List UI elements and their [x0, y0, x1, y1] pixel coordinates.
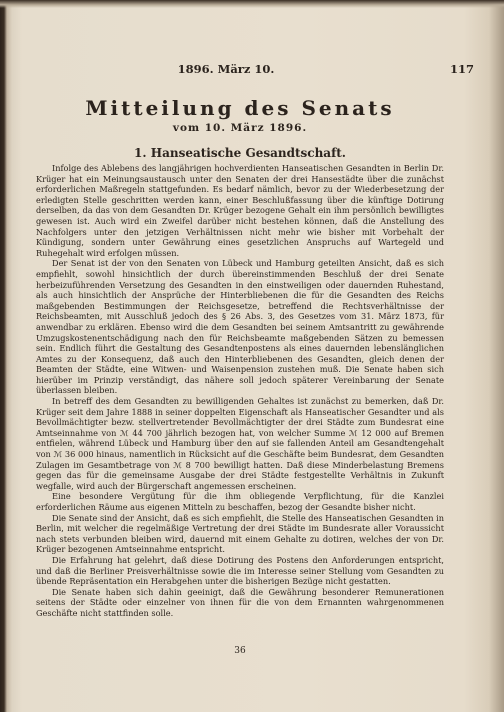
document-subtitle: vom 10. März 1896.: [172, 122, 308, 134]
page-number: 117: [449, 62, 474, 76]
document-page: [36, 62, 474, 656]
paragraph: In betreff des dem Gesandten zu bewilligenden Gehaltes ist zunächst zu bemerken, daß Dr. Krüger seit dem Jahre 1888 in seiner doppelten Eigenschaft als Hanseatischer Gesandter und als Bevollmächtigter bezw. stellvertretender Bevollmächtigter der drei Städte zum Bundesrat eine Amtseinnahme von ℳ 44 700 jährlich bezogen hat, von welcher Summe ℳ 12 000 auf Bremen entfielen, während Lübeck und Hamburg über den auf sie fallenden Anteil am Gesandtengehalt von ℳ 36 000 hinaus, namentlich in Rücksicht auf die Geschäfte beim Bundesrat, dem Gesandten Zulagen im Gesamtbetrage von ℳ 8 700 bewilligt hatten. Daß diese Minderbelastung Bremens gegen das für die gemeinsame Ausgabe der drei Städte festgestellte Verhältnis in Zukunft wegfalle, wird auch der Bürgerschaft angemessen erscheinen.: [36, 396, 444, 491]
paragraph: Infolge des Ablebens des langjährigen hochverdienten Hanseatischen Gesandten in Berlin Dr. Krüger hat ein Meinungsaustausch unter den Senaten der drei Hansestädte über die zunächst erforderlichen Maßregeln stattgefunden. Es bedarf nämlich, bevor zu der Wiederbesetzung der erledigten Stelle geschritten werden kann, einer Beschlußfassung über die künftige Dotirung derselben, da das von dem Gesandten Dr. Krüger bezogene Gehalt ein ihm persönlich bewilligtes gewesen ist. Auch wird ein Zweifel darüber nicht bestehen können, daß die Anstellung des Nachfolgers unter den jetzigen Verhältnissen nicht mehr wie bisher mit Vorbehalt der Kündigung, sondern unter Gewährung eines gesetzlichen Anspruchs auf Wartegeld und Ruhegehalt wird erfolgen müssen.: [36, 163, 444, 258]
running-header: [36, 62, 474, 82]
paragraph: Der Senat ist der von den Senaten von Lübeck und Hamburg geteilten Ansicht, daß es sich empfiehlt, sowohl hinsichtlich der durch übereinstimmenden Beschluß der drei Senate herbeizuführenden Versetzung des Gesandten in den einstweiligen oder dauernden Ruhestand, als auch hinsichtlich der Ansprüche der Hinterbliebenen die für die Gesandten des Reichs maßgebenden Bestimmungen der Reichsgesetze, betreffend die Rechtsverhältnisse der Reichsbeamten, mit Ausschluß jedoch des § 26 Abs. 3, des Gesetzes vom 31. März 1873, für anwendbar zu erklären. Ebenso wird die dem Gesandten bei seinem Amtsantritt zu gewährende Umzugskostenentschädigung nach den für Reichsbeamte maßgebenden Sätzen zu bemessen sein. Endlich führt die Gestaltung des Gesandtenpostens als eines dauernden lebenslänglichen Amtes zu der Konsequenz, daß auch den Hinterbliebenen des Gesandten, gleich denen der Beamten der Städte, eine Witwen- und Waisenpension zustehen muß. Die Senate haben sich hierüber im Prinzip verständigt, das nähere soll jedoch späterer Vereinbarung der Senate überlassen bleiben.: [36, 258, 444, 396]
body-text: [36, 163, 444, 619]
paragraph: Die Senate haben sich dahin geeinigt, daß die Gewährung besonderer Remunerationen seitens der Städte oder einzelner von ihnen für die von dem Ernannten wahrgenommenen Geschäfte nicht stattfinden solle.: [36, 586, 444, 618]
page-edge-shadow: [0, 0, 504, 8]
paragraph: Eine besondere Vergütung für die ihm obliegende Verpflichtung, für die Kanzlei erforderlichen Räume aus eigenen Mitteln zu beschaffen, bezog der Gesandte bisher nicht.: [36, 491, 444, 512]
header-date: 1896. März 10.: [177, 62, 275, 76]
footer-number: 36: [234, 646, 246, 656]
paragraph: Die Erfahrung hat gelehrt, daß diese Dotirung des Postens den Anforderungen entspricht, und daß die Berliner Preisverhältnisse sowie die im Interesse seiner Stellung vom Gesandten zu übende Repräsentation ein Herabgehen unter die bisherigen Bezüge nicht gestatten.: [36, 554, 444, 587]
document-title: Mitteilung des Senats: [85, 96, 395, 120]
section-heading: 1. Hanseatische Gesandtschaft.: [134, 146, 346, 160]
paragraph: Die Senate sind der Ansicht, daß es sich empfiehlt, die Stelle des Hanseatischen Gesandten in Berlin, mit welcher die regelmäßige Vertretung der drei Städte im Bundesrate aller Voraussicht nach stets verbunden bleiben wird, dauernd mit einem Gehalte zu dotiren, welches der von Dr. Krüger bezogenen Amtseinnahme entspricht.: [36, 512, 444, 555]
